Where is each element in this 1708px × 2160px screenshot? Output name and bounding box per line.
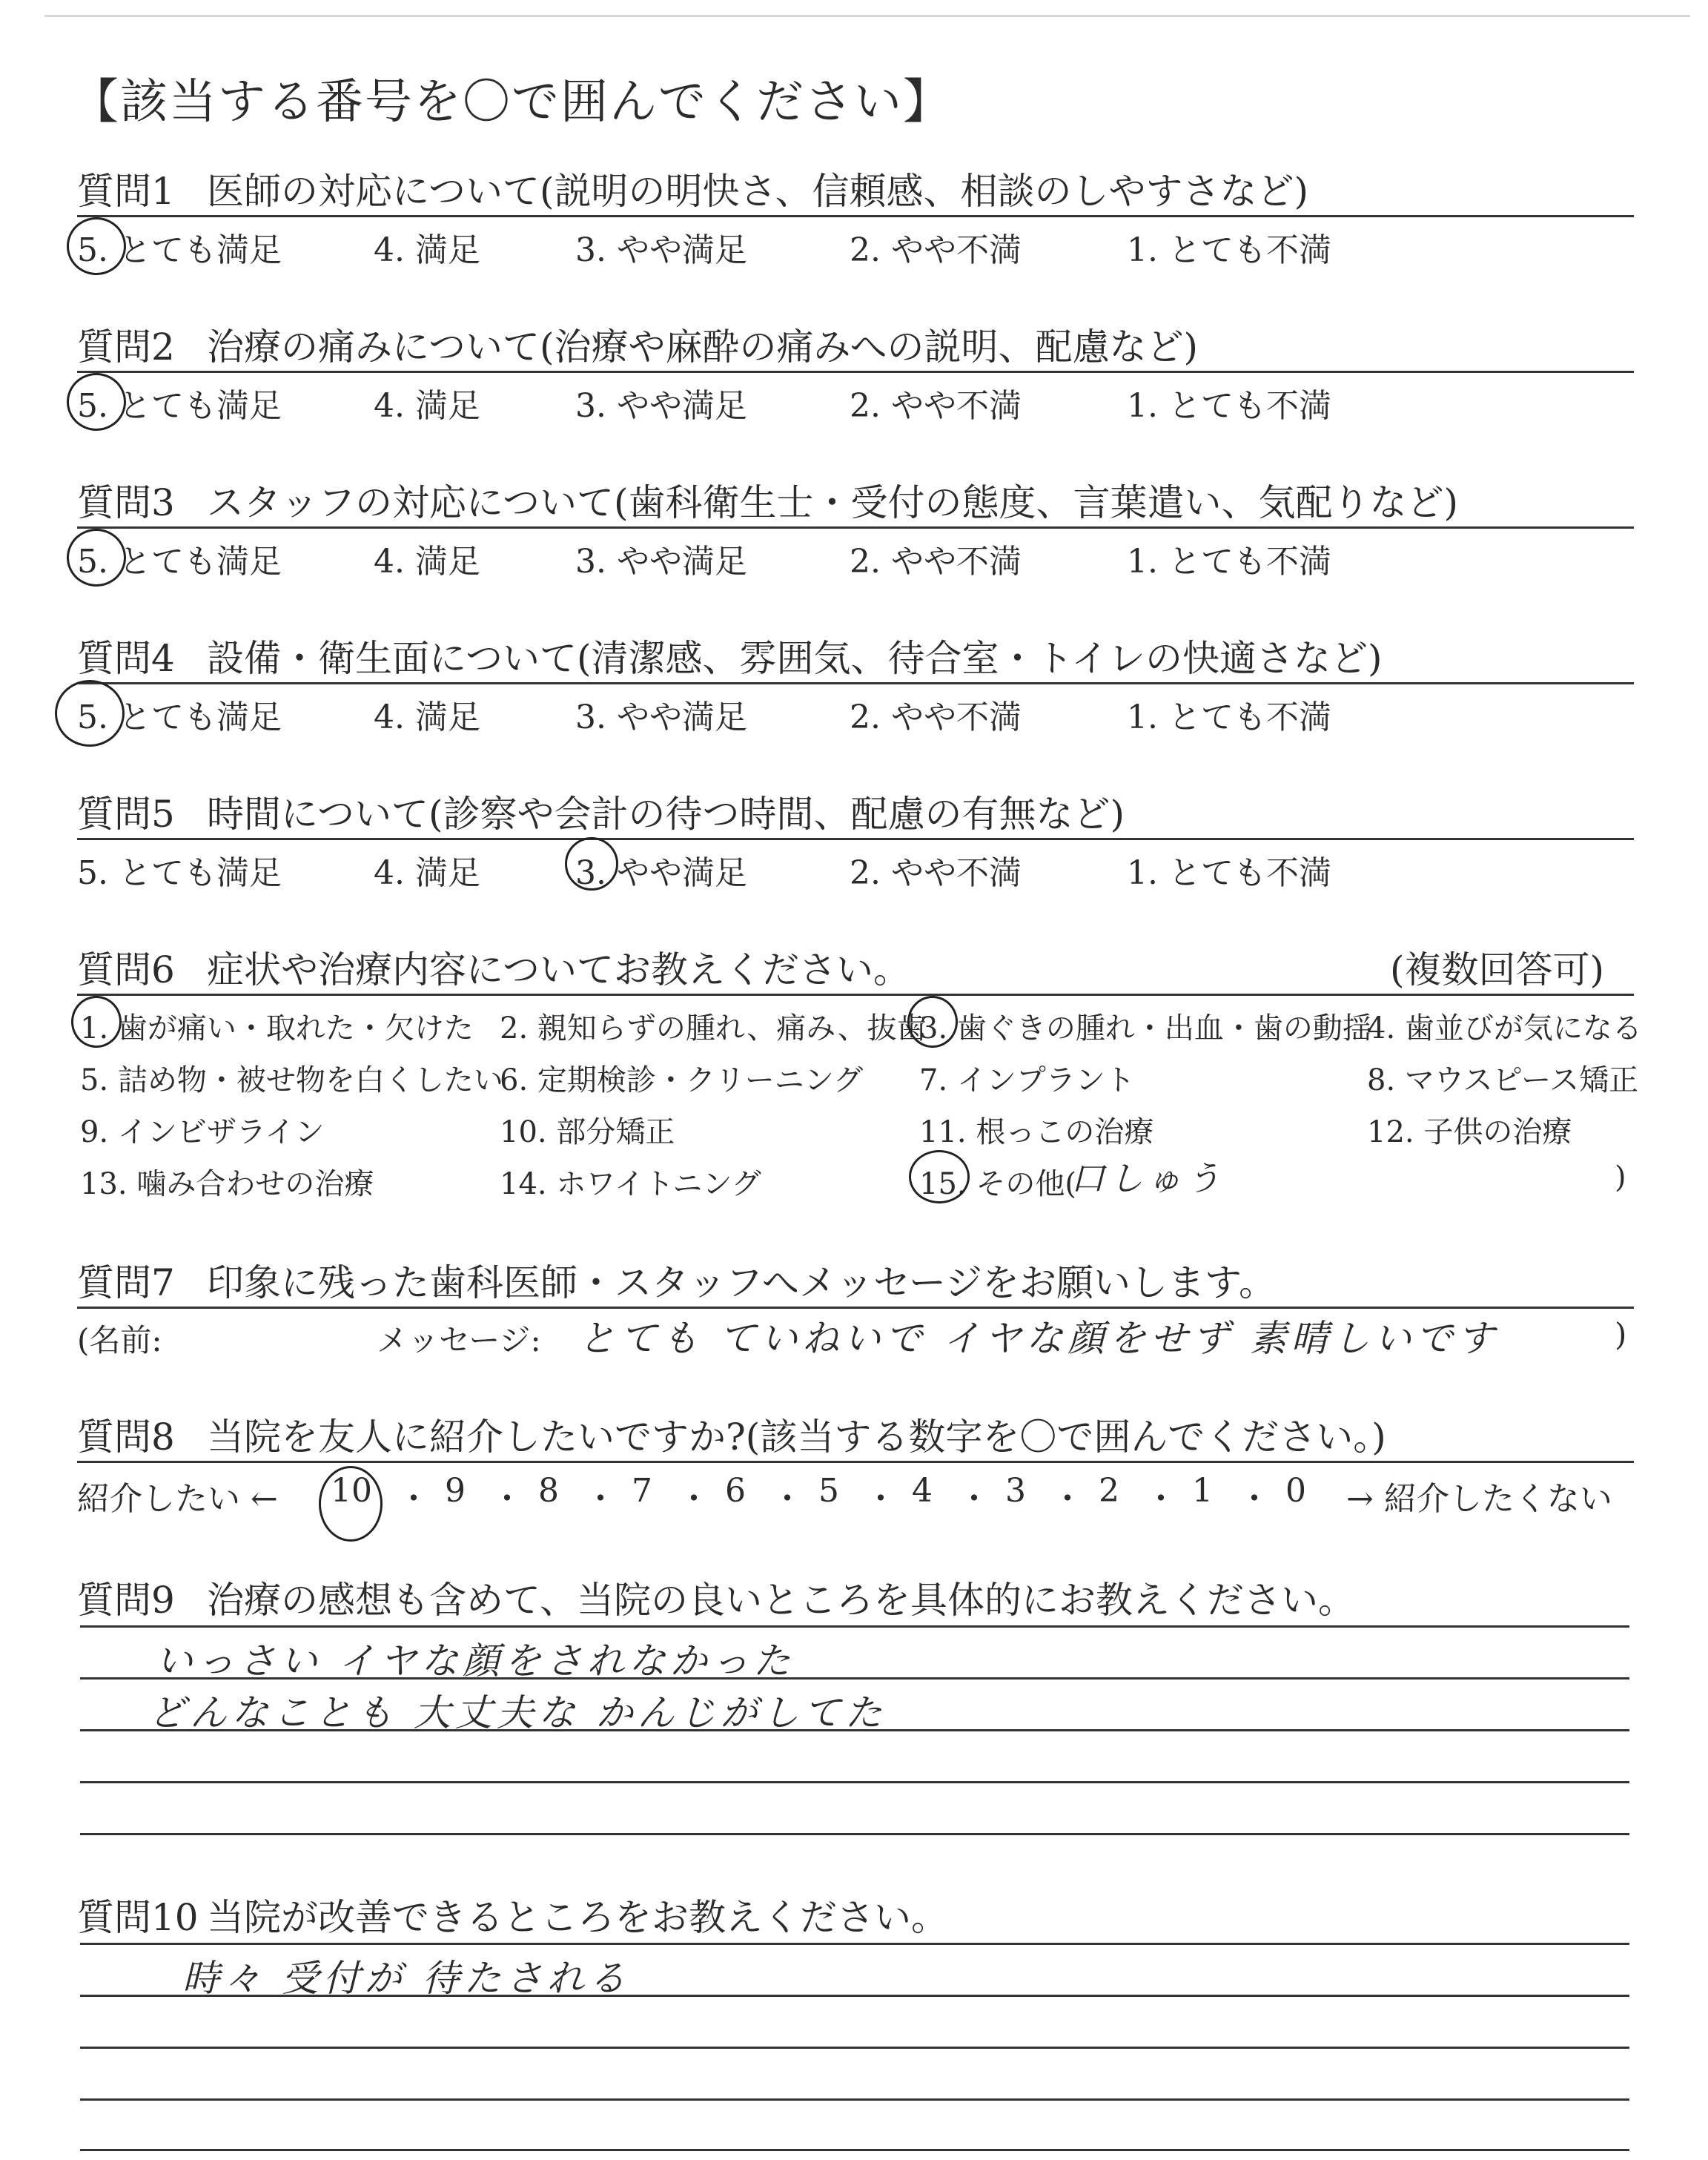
question-rule [77, 838, 1634, 840]
scale-7[interactable]: 7 [632, 1472, 652, 1510]
answer-rule [80, 2098, 1629, 2101]
scale-dot: ・ [864, 1480, 897, 1518]
message-row [77, 1316, 1634, 1361]
question-text: 時間について(診察や会計の待つ時間、配慮の有無など) [207, 793, 1125, 836]
option-5[interactable]: 5. とても満足 [77, 543, 282, 581]
multiple-answer-note: (複数回答可) [1389, 948, 1604, 991]
option-2[interactable]: 2. やや不満 [850, 387, 1022, 425]
answer-options [77, 690, 1634, 739]
question-text: 印象に残った歯科医師・スタッフへメッセージをお願いします。 [207, 1261, 1276, 1304]
answer-rule [80, 2149, 1629, 2151]
question-text: 設備・衛生面について(清潔感、雰囲気、待合室・トイレの快適さなど) [207, 637, 1383, 680]
treatment-option-14[interactable]: 14. ホワイトニング [500, 1167, 761, 1201]
treatment-option-11[interactable]: 11. 根っこの治療 [919, 1115, 1154, 1149]
question-label: 質問1 [77, 170, 175, 213]
treatment-option-4[interactable]: 4. 歯並びが気になる [1367, 1011, 1642, 1046]
option-4[interactable]: 4. 満足 [374, 231, 480, 269]
option-1[interactable]: 1. とても不満 [1127, 854, 1331, 892]
question-rule [77, 526, 1634, 529]
question-text: スタッフの対応について(歯科衛生士・受付の態度、言葉遣い、気配りなど) [207, 481, 1459, 524]
answer-options [77, 535, 1634, 584]
option-4[interactable]: 4. 満足 [374, 698, 480, 736]
option-3[interactable]: 3. やや満足 [575, 698, 747, 736]
question-8 [77, 1407, 1634, 1524]
question-2 [77, 317, 1634, 428]
scale-dot: ・ [678, 1480, 710, 1518]
question-label: 質問6 [77, 948, 175, 991]
question-text: 医師の対応について(説明の明快さ、信頼感、相談のしやすさなど) [207, 170, 1309, 213]
scale-left-label: 紹介したい ← [77, 1480, 278, 1518]
message-handwritten: とても ていねいで イヤな顔をせず 素晴しいです [578, 1317, 1499, 1360]
option-1[interactable]: 1. とても不満 [1127, 698, 1331, 736]
scale-dot: ・ [1051, 1480, 1084, 1518]
answer-rule [80, 1943, 1629, 1945]
recommend-scale [77, 1472, 1634, 1524]
question-rule [77, 994, 1634, 996]
question-7 [77, 1253, 1634, 1361]
answer-rule [80, 1995, 1629, 1997]
scale-dot: ・ [1145, 1480, 1177, 1518]
scale-0[interactable]: 0 [1285, 1472, 1306, 1510]
scale-dot: ・ [771, 1480, 804, 1518]
question-text: 症状や治療内容についてお教えください。 [207, 948, 910, 991]
question-rule [77, 682, 1634, 684]
scale-right-label: → 紹介したくない [1346, 1480, 1612, 1518]
option-5[interactable]: 5. とても満足 [77, 854, 282, 892]
answer-rule [80, 2047, 1629, 2049]
option-5[interactable]: 5. とても満足 [77, 698, 282, 736]
option-1[interactable]: 1. とても不満 [1127, 543, 1331, 581]
scale-4[interactable]: 4 [912, 1472, 933, 1510]
option-3[interactable]: 3. やや満足 [575, 854, 747, 892]
treatment-option-3[interactable]: 3. 歯ぐきの腫れ・出血・歯の動揺 [919, 1011, 1372, 1046]
option-4[interactable]: 4. 満足 [374, 854, 480, 892]
option-3[interactable]: 3. やや満足 [575, 231, 747, 269]
question-text: 治療の痛みについて(治療や麻酔の痛みへの説明、配慮など) [207, 326, 1199, 369]
question-label: 質問4 [77, 637, 175, 680]
answer-rule [80, 1729, 1629, 1731]
scale-1[interactable]: 1 [1192, 1472, 1213, 1510]
treatment-option-6[interactable]: 6. 定期検診・クリーニング [500, 1063, 864, 1097]
question-label: 質問2 [77, 326, 175, 369]
name-label: (名前: [77, 1322, 162, 1358]
question-rule [77, 215, 1634, 217]
option-3[interactable]: 3. やや満足 [575, 543, 747, 581]
question-4 [77, 629, 1634, 739]
q9-answer-line-2: どんなことも 大丈夫な かんじがしてた [148, 1691, 887, 1734]
answer-rule [80, 1833, 1629, 1835]
option-2[interactable]: 2. やや不満 [850, 543, 1022, 581]
treatment-option-12[interactable]: 12. 子供の治療 [1367, 1115, 1572, 1149]
treatment-option-9[interactable]: 9. インビザライン [80, 1115, 325, 1149]
message-close-paren: ) [1615, 1316, 1627, 1353]
question-9 [77, 1571, 1634, 1622]
treatment-option-7[interactable]: 7. インプラント [919, 1063, 1135, 1097]
scale-8[interactable]: 8 [538, 1472, 559, 1510]
question-10 [77, 1888, 1634, 1940]
scale-3[interactable]: 3 [1005, 1472, 1026, 1510]
question-rule [77, 371, 1634, 373]
message-label: メッセージ: [377, 1322, 541, 1358]
scale-dot: ・ [584, 1480, 617, 1518]
answer-options [77, 846, 1634, 895]
scale-dot: ・ [958, 1480, 990, 1518]
option-5[interactable]: 5. とても満足 [77, 231, 282, 269]
option-3[interactable]: 3. やや満足 [575, 387, 747, 425]
treatment-option-8[interactable]: 8. マウスピース矯正 [1367, 1063, 1639, 1097]
treatment-option-15[interactable]: 15. その他( [919, 1167, 1076, 1201]
treatment-option-5[interactable]: 5. 詰め物・被せ物を白くしたい [80, 1063, 503, 1097]
q9-answer-line-1: いっさい イヤな顔をされなかった [156, 1639, 795, 1682]
treatment-option-1[interactable]: 1. 歯が痛い・取れた・欠けた [80, 1011, 474, 1046]
question-label: 質問3 [77, 481, 175, 524]
treatment-option-13[interactable]: 13. 噛み合わせの治療 [80, 1167, 374, 1201]
option-2[interactable]: 2. やや不満 [850, 231, 1022, 269]
answer-rule [80, 1625, 1629, 1628]
scale-9[interactable]: 9 [445, 1472, 466, 1510]
scale-10[interactable]: 10 [331, 1472, 372, 1510]
option-5[interactable]: 5. とても満足 [77, 387, 282, 425]
option-2[interactable]: 2. やや不満 [850, 698, 1022, 736]
other-handwritten-answer: 口しゅう [1070, 1158, 1225, 1198]
answer-rule [80, 1781, 1629, 1783]
scale-5[interactable]: 5 [818, 1472, 839, 1510]
option-2[interactable]: 2. やや不満 [850, 854, 1022, 892]
form-title: 【該当する番号を〇で囲んでください】 [71, 75, 952, 130]
option-1[interactable]: 1. とても不満 [1127, 387, 1331, 425]
question-1 [77, 162, 1634, 272]
scale-dot: ・ [491, 1480, 523, 1518]
other-close-paren: ) [1615, 1160, 1626, 1195]
question-label: 質問7 [77, 1261, 175, 1304]
scale-2[interactable]: 2 [1099, 1472, 1119, 1510]
answer-options [77, 223, 1634, 272]
treatment-option-10[interactable]: 10. 部分矯正 [500, 1115, 675, 1149]
answer-options [77, 379, 1634, 428]
scale-dot: ・ [1238, 1480, 1271, 1518]
question-label: 質問5 [77, 793, 175, 836]
option-4[interactable]: 4. 満足 [374, 387, 480, 425]
question-text: 当院が改善できるところをお教えください。 [207, 1896, 948, 1939]
top-border [44, 15, 1690, 17]
question-text: 治療の感想も含めて、当院の良いところを具体的にお教えください。 [207, 1579, 1355, 1622]
question-label: 質問8 [77, 1416, 175, 1459]
answer-rule [80, 1677, 1629, 1680]
question-3 [77, 473, 1634, 584]
question-5 [77, 785, 1634, 895]
question-6 [77, 940, 1642, 1220]
treatment-options [77, 1005, 1642, 1220]
option-4[interactable]: 4. 満足 [374, 543, 480, 581]
q10-answer-line-1: 時々 受付が 待たされる [182, 1957, 630, 2000]
question-text: 当院を友人に紹介したいですか?(該当する数字を〇で囲んでください。) [207, 1416, 1386, 1459]
treatment-option-2[interactable]: 2. 親知らずの腫れ、痛み、抜歯 [500, 1011, 927, 1046]
scale-6[interactable]: 6 [725, 1472, 746, 1510]
question-label: 質問10 [77, 1896, 199, 1939]
option-1[interactable]: 1. とても不満 [1127, 231, 1331, 269]
scale-dot: ・ [397, 1480, 430, 1518]
question-rule [77, 1461, 1634, 1463]
question-label: 質問9 [77, 1579, 175, 1622]
